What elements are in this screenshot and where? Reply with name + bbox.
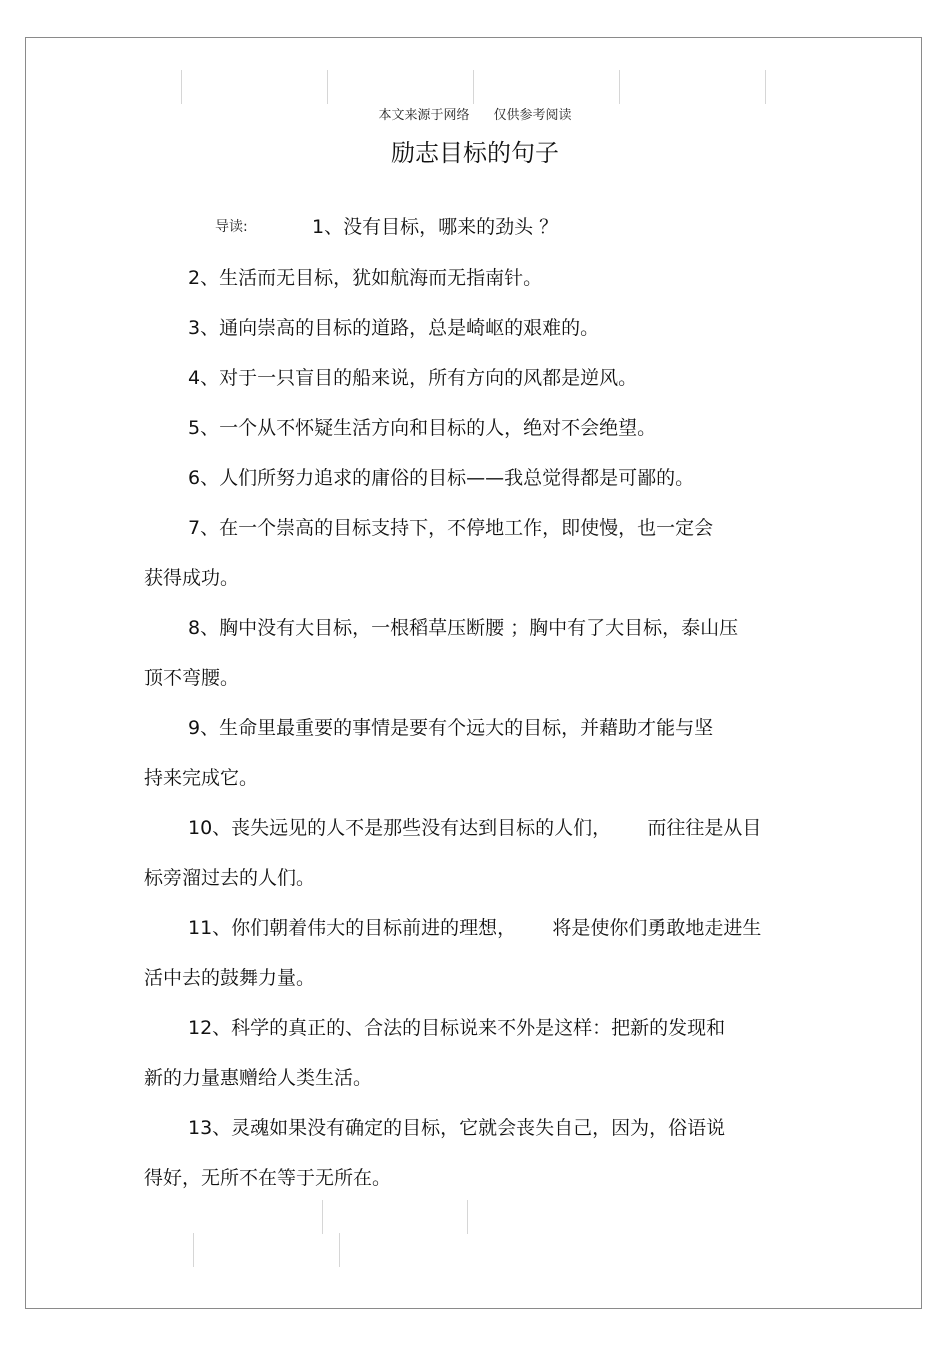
text-line: 10、丧失远见的人不是那些没有达到目标的人们， 而往往是从目 — [188, 817, 762, 839]
bottom-tick — [467, 1200, 468, 1234]
text-line: 1、没有目标，哪来的劲头 ？ — [312, 216, 559, 238]
text-line: 9、生命里最重要的事情是要有个远大的目标，并藉助才能与坚 — [188, 717, 714, 739]
bottom-tick — [193, 1233, 194, 1267]
bottom-tick — [339, 1233, 340, 1267]
text-line: 持来完成它。 — [144, 767, 259, 789]
text-line: 4、对于一只盲目的船来说，所有方向的风都是逆风。 — [188, 367, 638, 389]
text-line: 得好，无所不在等于无所在。 — [144, 1167, 392, 1189]
text-line: 13、灵魂如果没有确定的目标，它就会丧失自己，因为，俗语说 — [188, 1117, 726, 1139]
text-line: 8、胸中没有大目标，一根稻草压断腰 ；胸中有了大目标，泰山压 — [188, 617, 739, 639]
top-tick — [327, 70, 328, 104]
text-line: 12、科学的真正的、合法的目标说来不外是这样：把新的发现和 — [188, 1017, 726, 1039]
top-tick — [473, 70, 474, 104]
top-tick — [181, 70, 182, 104]
top-tick — [619, 70, 620, 104]
source-note-left: 本文来源于网络 — [378, 108, 470, 123]
top-tick — [765, 70, 766, 104]
bottom-tick — [322, 1200, 323, 1234]
text-line: 2、生活而无目标，犹如航海而无指南针。 — [188, 267, 543, 289]
text-line: 11、你们朝着伟大的目标前进的理想， 将是使你们勇敢地走进生 — [188, 917, 762, 939]
intro-label: 导读: — [215, 219, 248, 235]
source-note — [0, 104, 950, 123]
document-title: 励志目标的句子 — [391, 139, 559, 167]
text-line: 顶不弯腰。 — [144, 667, 240, 689]
text-line: 新的力量惠赠给人类生活。 — [144, 1067, 373, 1089]
text-line: 6、人们所努力追求的庸俗的目标——我总觉得都是可鄙的。 — [188, 467, 695, 489]
text-line: 5、一个从不怀疑生活方向和目标的人，绝对不会绝望。 — [188, 417, 657, 439]
text-line: 3、通向崇高的目标的道路，总是崎岖的艰难的。 — [188, 317, 600, 339]
text-line: 获得成功。 — [144, 567, 240, 589]
source-note-right: 仅供参考阅读 — [493, 108, 572, 123]
text-line: 7、在一个崇高的目标支持下，不停地工作，即使慢，也一定会 — [188, 517, 714, 539]
text-line: 标旁溜过去的人们。 — [144, 867, 316, 889]
text-line: 活中去的鼓舞力量。 — [144, 967, 316, 989]
